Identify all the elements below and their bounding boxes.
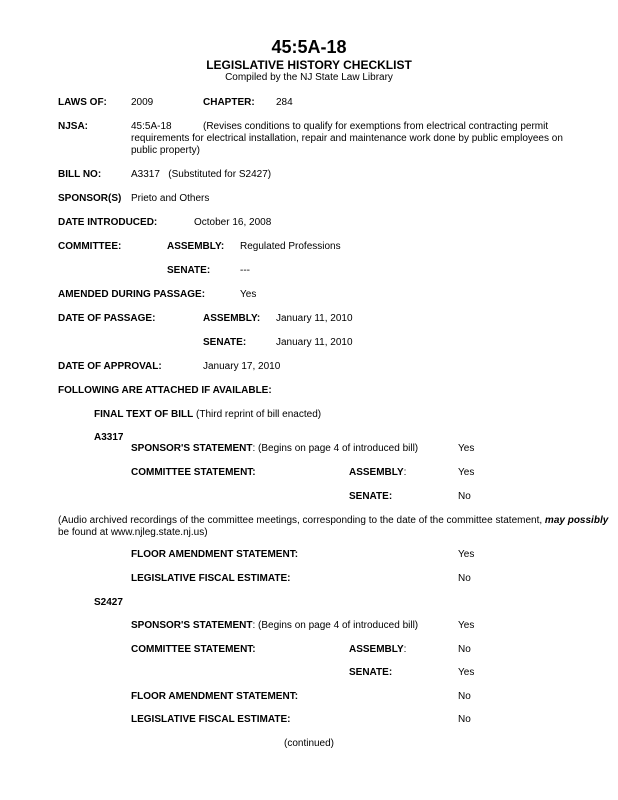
s2427-assembly-label: ASSEMBLY (349, 644, 404, 655)
njsa-label: NJSA: (58, 121, 89, 132)
audio-note-line2: be found at www.njleg.state.nj.us) (58, 527, 208, 538)
date-of-approval-value: January 17, 2010 (203, 361, 281, 372)
a3317-fiscal-label: LEGISLATIVE FISCAL ESTIMATE: (131, 573, 291, 584)
audio-note-text: (Audio archived recordings of the committee meetings, corresponding to the date of the committee statement, (58, 515, 545, 526)
continued-footer: (continued) (283, 738, 335, 749)
s2427-assembly-row (349, 644, 406, 655)
s2427-committee-label: COMMITTEE STATEMENT: (131, 644, 256, 655)
page-title: 45:5A-18 (271, 37, 347, 57)
s2427-senate-value: Yes (458, 667, 475, 678)
sponsors-value: Prieto and Others (131, 193, 210, 204)
compiled-by: Compiled by the NJ State Law Library (225, 72, 393, 83)
audio-note-line1 (58, 515, 608, 526)
final-text-value: (Third reprint of bill enacted) (193, 409, 322, 420)
final-text-label: FINAL TEXT OF BILL (94, 409, 194, 420)
chapter-label: CHAPTER: (203, 97, 255, 108)
page-subtitle: LEGISLATIVE HISTORY CHECKLIST (206, 58, 412, 72)
a3317-senate-label: SENATE: (349, 491, 393, 502)
amended-value: Yes (240, 289, 257, 300)
a3317-floor-label: FLOOR AMENDMENT STATEMENT: (131, 549, 299, 560)
njsa-description-line1: (Revises conditions to qualify for exemptions from electrical contracting permit (203, 121, 549, 132)
s2427-sponsor-statement (131, 620, 418, 631)
date-introduced-label: DATE INTRODUCED: (58, 217, 158, 228)
a3317-senate-value: No (458, 491, 471, 502)
a3317-sponsor-label: SPONSOR'S STATEMENT (131, 443, 253, 454)
s2427-sponsor-value: Yes (458, 620, 475, 631)
njsa-code: 45:5A-18 (131, 121, 172, 132)
s2427-sponsor-note: : (Begins on page 4 of introduced bill) (252, 620, 419, 631)
a3317-fiscal-value: No (458, 573, 471, 584)
final-text-row (94, 409, 321, 420)
a3317-sponsor-statement (131, 443, 418, 454)
committee-label: COMMITTEE: (58, 241, 122, 252)
committee-senate-value: --- (240, 265, 250, 276)
passage-senate-label: SENATE: (203, 337, 247, 348)
s2427-fiscal-value: No (458, 714, 471, 725)
amended-label: AMENDED DURING PASSAGE: (58, 289, 206, 300)
date-of-passage-label: DATE OF PASSAGE: (58, 313, 156, 324)
njsa-description-rest: requirements for electrical installation, repair and maintenance work done by public employees on public property) (131, 133, 563, 156)
committee-assembly-label: ASSEMBLY: (167, 241, 225, 252)
passage-assembly-value: January 11, 2010 (276, 313, 353, 324)
laws-of-value: 2009 (131, 97, 154, 108)
committee-assembly-value: Regulated Professions (240, 241, 341, 252)
s2427-assembly-colon: : (403, 644, 407, 655)
a3317-committee-label: COMMITTEE STATEMENT: (131, 467, 256, 478)
attachments-heading: FOLLOWING ARE ATTACHED IF AVAILABLE: (58, 385, 272, 396)
audio-note-emphasis: may possibly (544, 515, 609, 526)
passage-assembly-label: ASSEMBLY: (203, 313, 261, 324)
a3317-assembly-colon: : (403, 467, 407, 478)
a3317-assembly-label: ASSEMBLY (349, 467, 404, 478)
s2427-heading: S2427 (94, 597, 123, 608)
bill-no-label: BILL NO: (58, 169, 102, 180)
chapter-value: 284 (276, 97, 293, 108)
s2427-assembly-value: No (458, 644, 471, 655)
a3317-assembly-value: Yes (458, 467, 475, 478)
bill-no-value: A3317 (Substituted for S2427) (131, 169, 272, 180)
a3317-sponsor-note: : (Begins on page 4 of introduced bill) (252, 443, 419, 454)
a3317-floor-value: Yes (458, 549, 475, 560)
laws-of-label: LAWS OF: (58, 97, 107, 108)
a3317-sponsor-value: Yes (458, 443, 475, 454)
date-introduced-value: October 16, 2008 (194, 217, 272, 228)
a3317-heading: A3317 (94, 432, 124, 443)
sponsors-label: SPONSOR(S) (58, 193, 122, 204)
date-of-approval-label: DATE OF APPROVAL: (58, 361, 162, 372)
s2427-fiscal-label: LEGISLATIVE FISCAL ESTIMATE: (131, 714, 291, 725)
s2427-floor-value: No (458, 691, 471, 702)
committee-senate-label: SENATE: (167, 265, 211, 276)
s2427-floor-label: FLOOR AMENDMENT STATEMENT: (131, 691, 299, 702)
passage-senate-value: January 11, 2010 (276, 337, 353, 348)
s2427-senate-label: SENATE: (349, 667, 393, 678)
s2427-sponsor-label: SPONSOR'S STATEMENT (131, 620, 253, 631)
a3317-assembly-row (349, 467, 406, 478)
